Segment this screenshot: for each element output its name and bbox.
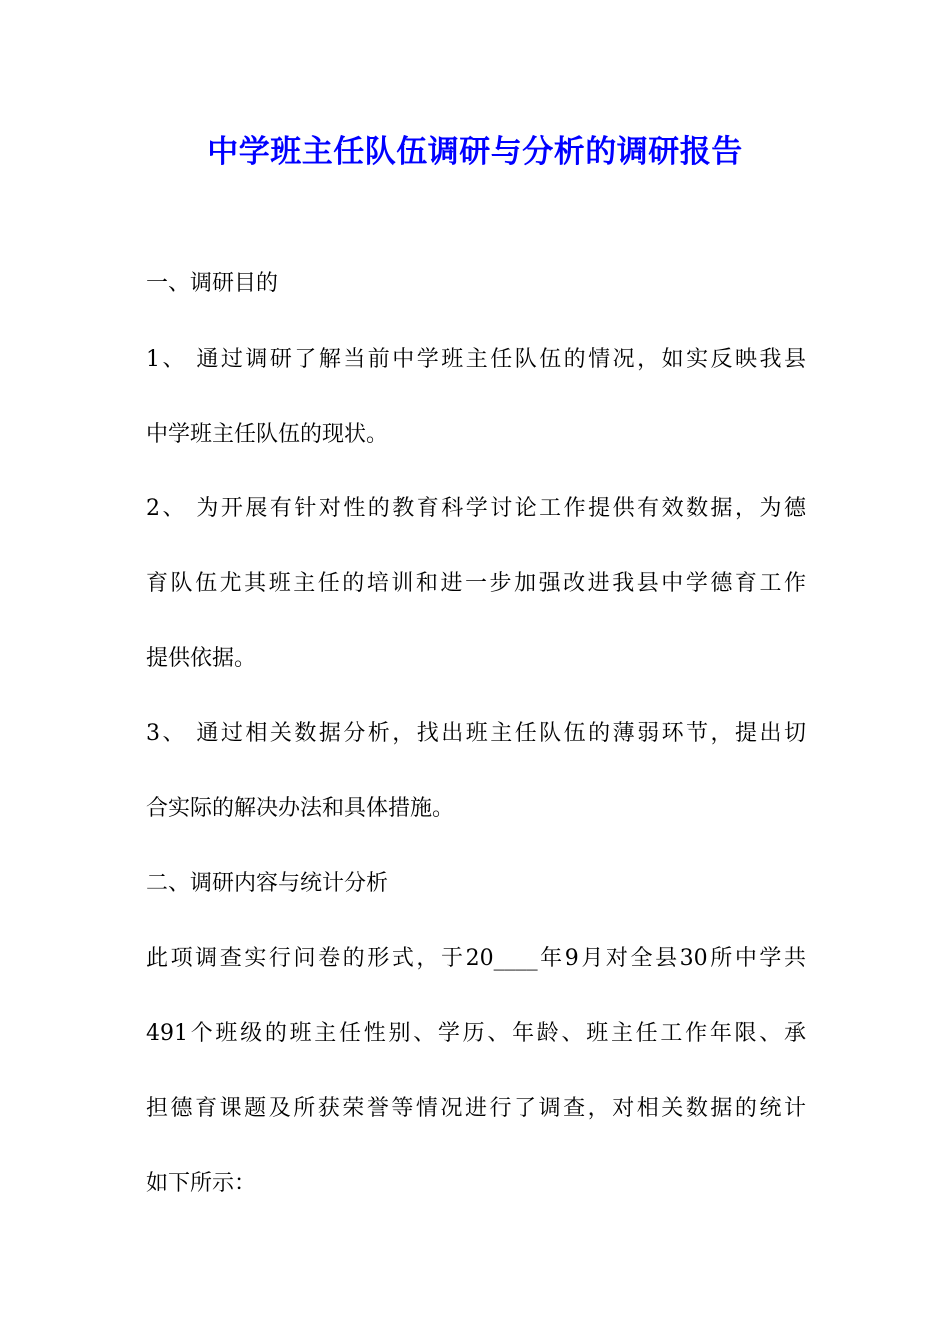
section-heading-content: 二、调研内容与统计分析 — [146, 871, 389, 896]
paragraph-line: 1、 通过调研了解当前中学班主任队伍的情况，如实反映我县 — [146, 347, 806, 372]
paragraph-line: 提供依据。 — [146, 646, 257, 671]
paragraph-line: 此项调查实行问卷的形式，于20____年9月对全县30所中学共 — [146, 946, 806, 971]
paragraph-line: 如下所示： — [146, 1171, 257, 1196]
paragraph-line: 担德育课题及所获荣誉等情况进行了调查，对相关数据的统计 — [146, 1096, 806, 1121]
paragraph-line: 3、 通过相关数据分析，找出班主任队伍的薄弱环节，提出切 — [146, 721, 806, 746]
paragraph-line: 合实际的解决办法和具体措施。 — [146, 796, 455, 821]
paragraph-line: 491个班级的班主任性别、学历、年龄、班主任工作年限、承 — [146, 1021, 806, 1046]
section-heading-purpose: 一、调研目的 — [146, 271, 279, 296]
document-title: 中学班主任队伍调研与分析的调研报告 — [207, 134, 743, 170]
paragraph-line: 中学班主任队伍的现状。 — [146, 422, 389, 447]
paragraph-line: 2、 为开展有针对性的教育科学讨论工作提供有效数据，为德 — [146, 496, 806, 521]
paragraph-line: 育队伍尤其班主任的培训和进一步加强改进我县中学德育工作 — [146, 571, 806, 596]
